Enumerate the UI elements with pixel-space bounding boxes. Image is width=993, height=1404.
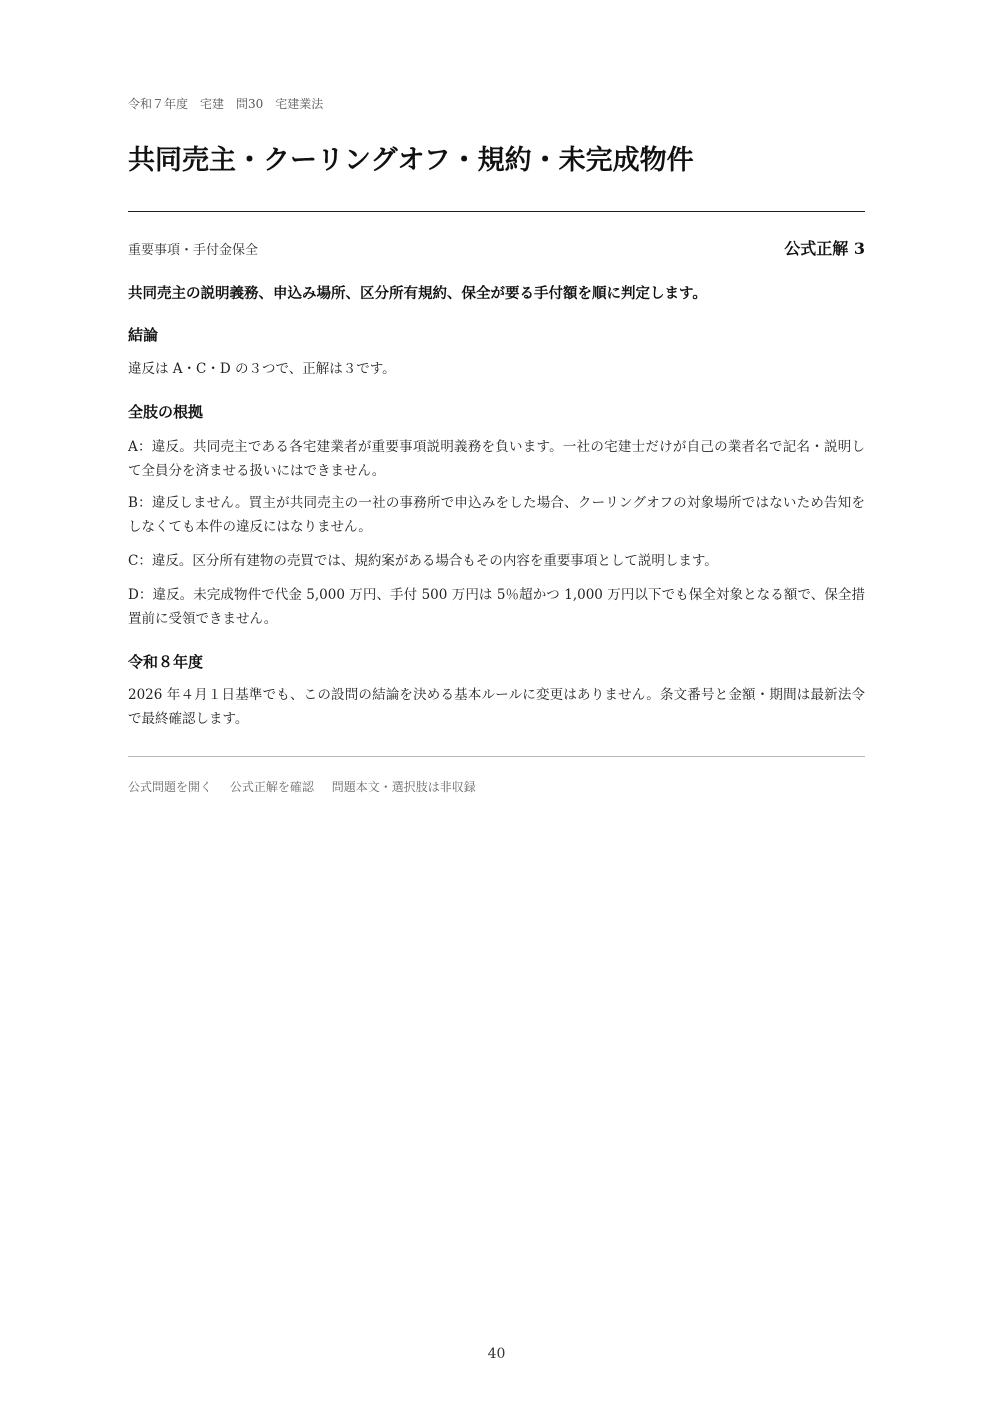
page-number: 40 [487, 1346, 506, 1362]
page-title: 共同売主・クーリングオフ・規約・未完成物件 [128, 145, 694, 176]
r8-heading: 令和８年度 [128, 653, 204, 671]
title-divider [128, 211, 865, 212]
r8-text: 2026 年４月１日基準でも、この設問の結論を決める基本ルールに変更はありません。条文番号と金額・期間は最新法令で最終確認します。 [128, 687, 865, 727]
grounds-heading: 全肢の根拠 [128, 403, 204, 421]
conclusion-heading: 結論 [128, 326, 159, 344]
footer-links [128, 778, 490, 795]
document-page [128, 0, 865, 1404]
conclusion-text: 違反は A・C・D の３つで、正解は３です。 [128, 361, 396, 377]
check-official-answer-link[interactable]: 公式正解を確認 [229, 780, 314, 794]
footer-divider [128, 756, 865, 757]
ground-item-a: A：違反。共同売主である各宅建業者が重要事項説明義務を負います。一社の宅建士だけが自己の業者名で記名・説明して全員分を済ませる扱いにはできません。 [128, 439, 865, 479]
category-label: 重要事項・手付金保全 [128, 243, 259, 258]
ground-item-d: D：違反。未完成物件で代金 5,000 万円、手付 500 万円は 5％超かつ 1,000 万円以下でも保全対象となる額で、保全措置前に受領できません。 [128, 587, 865, 627]
summary-text: 共同売主の説明義務、申込み場所、区分所有規約、保全が要る手付額を順に判定します。 [128, 285, 707, 302]
meta-row [128, 236, 865, 259]
ground-item-c: C：違反。区分所有建物の売買では、規約案がある場合もその内容を重要事項として説明します。 [128, 553, 718, 569]
breadcrumb: 令和７年度 宅建 問30 宅建業法 [128, 97, 324, 111]
ground-item-b: B：違反しません。買主が共同売主の一社の事務所で申込みをした場合、クーリングオフの対象場所ではないため告知をしなくても本件の違反にはなりません。 [128, 495, 865, 535]
official-answer: 公式正解 3 [784, 239, 865, 258]
open-official-question-link[interactable]: 公式問題を開く [128, 780, 213, 794]
not-included-note: 問題本文・選択肢は非収録 [331, 780, 476, 794]
